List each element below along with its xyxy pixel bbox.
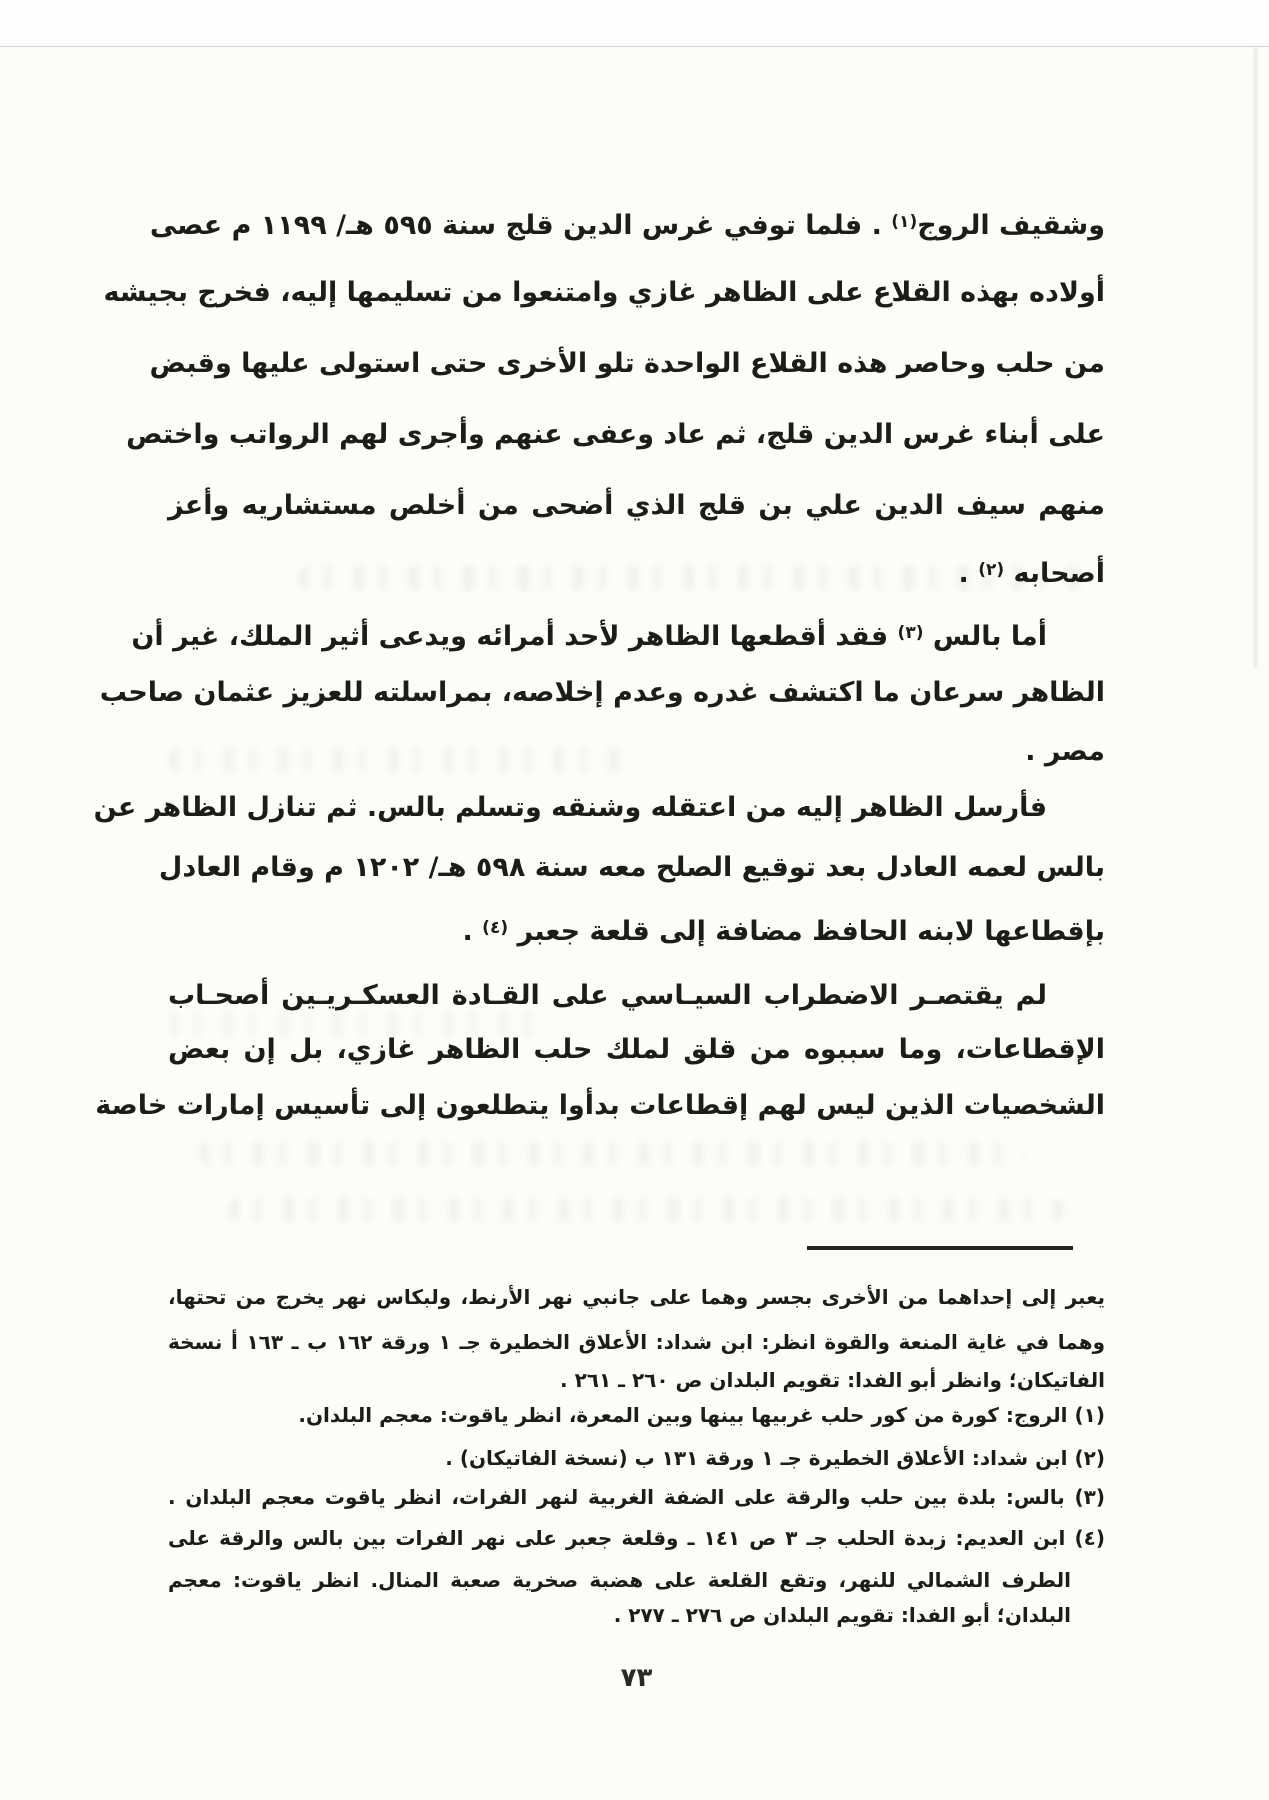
page-number: ٧٣	[620, 1663, 653, 1693]
footnote-ref: (٢)	[978, 560, 1005, 580]
line-text: أولاده بهذه القلاع على الظاهر غازي وامتنعوا من تسليمها إليه، فخرج بجيشه	[103, 277, 1105, 308]
footnote-separator	[807, 1246, 1073, 1250]
text-line	[126, 410, 1105, 460]
footnote-line	[168, 1440, 1105, 1476]
line-text: بإقطاعها لابنه الحافظ مضافة إلى قلعة جعبر	[508, 916, 1105, 947]
text-column	[93, 0, 1105, 1800]
scan-edge-shadow	[1254, 48, 1257, 668]
text-line	[168, 971, 1105, 1021]
text-line	[131, 608, 1105, 662]
text-line	[168, 481, 1105, 531]
footnote-text: (٤) ابن العديم: زبدة الحلب جـ ٣ ص ١٤١ ـ وقلعة جعبر على نهر الفرات بين بالس والرقة على	[168, 1526, 1105, 1550]
text-line	[168, 727, 1105, 777]
footnote-text: (١) الروج: كورة من كور حلب غربيها بينها وبين المعرة، انظر ياقوت: معجم البلدان.	[298, 1403, 1105, 1427]
bleedthrough-artifact	[198, 1142, 1025, 1166]
line-text: .	[958, 558, 979, 589]
text-line	[103, 268, 1105, 318]
line-text: على أبناء غرس الدين قلج، ثم عاد وعفى عنهم وأجرى لهم الرواتب واختص	[126, 419, 1105, 450]
text-line	[168, 903, 1105, 957]
line-text: فقد أقطعها الظاهر لأحد أمرائه ويدعى أثير الملك، غير أن	[131, 621, 898, 652]
footnote-text: الطرف الشمالي للنهر، وتقع القلعة على هضبة صخرية صعبة المنال. انظر ياقوت: معجم	[168, 1568, 1071, 1592]
footnote-line	[168, 1562, 1105, 1598]
line-text: الإقطاعات، وما سببوه من قلق لملك حلب الظاهر غازي، بل إن بعض	[168, 1034, 1105, 1065]
line-text: . فلما توفي غرس الدين قلج سنة ٥٩٥ هـ/ ١١٩٩ م عصى	[149, 210, 892, 241]
line-text: أصحابه	[1004, 558, 1105, 589]
footnote-line	[168, 1479, 1105, 1515]
footnote-line	[168, 1597, 1105, 1633]
line-text: بالس لعمه العادل بعد توقيع الصلح معه سنة ٥٩٨ هـ/ ١٢٠٢ م وقام العادل	[158, 852, 1105, 883]
line-text: أما بالس	[923, 621, 1047, 652]
footnote-text: (٣) بالس: بلدة بين حلب والرقة على الضفة الغربية لنهر الفرات، انظر ياقوت معجم البلدان .	[168, 1485, 1105, 1509]
line-text: لم يقتصـر الاضطراب السيـاسي على القـادة العسكـريـين أصحـاب	[168, 980, 1047, 1011]
text-line	[168, 545, 1105, 599]
text-line	[93, 783, 1105, 833]
text-line	[158, 843, 1105, 893]
bleedthrough-artifact	[228, 1198, 1065, 1222]
text-line	[149, 339, 1105, 389]
footnote-line	[168, 1362, 1105, 1398]
footnote-text: الفاتيكان؛ وانظر أبو الفدا: تقويم البلدان ص ٢٦٠ ـ ٢٦١ .	[560, 1368, 1105, 1392]
line-text: وشقيف الروج	[917, 210, 1105, 241]
text-line	[168, 1025, 1105, 1075]
line-text: من حلب وحاصر هذه القلاع الواحدة تلو الأخرى حتى استولى عليها وقبض	[149, 348, 1105, 379]
footnote-ref: (١)	[891, 212, 918, 232]
footnote-text: يعبر إلى إحداهما من الأخرى بجسر وهما على جانبي نهر الأرنط، ولبكاس نهر يخرج من تحتها،	[168, 1285, 1105, 1309]
footnote-text: وهما في غاية المنعة والقوة انظر: ابن شداد: الأعلاق الخطيرة جـ ١ ورقة ١٦٢ ب ـ ١٦٣ أ نسخة	[168, 1330, 1105, 1354]
line-text: منهم سيف الدين علي بن قلج الذي أضحى من أخلص مستشاريه وأعز	[168, 490, 1105, 521]
footnote-ref: (٣)	[897, 623, 924, 643]
text-line	[99, 668, 1105, 718]
footnote-line	[168, 1324, 1105, 1360]
line-text: الشخصيات الذين ليس لهم إقطاعات بدأوا يتطلعون إلى تأسيس إمارات خاصة	[95, 1090, 1105, 1121]
line-text: فأرسل الظاهر إليه من اعتقله وشنقه وتسلم بالس. ثم تنازل الظاهر عن	[93, 792, 1047, 823]
footnote-text: البلدان؛ أبو الفدا: تقويم البلدان ص ٢٧٦ ـ ٢٧٧ .	[613, 1603, 1071, 1627]
footnote-ref: (٤)	[482, 918, 509, 938]
footnote-text: (٢) ابن شداد: الأعلاق الخطيرة جـ ١ ورقة ١٣١ ب (نسخة الفاتيكان) .	[445, 1446, 1105, 1470]
footnote-line	[168, 1520, 1105, 1556]
footnote-line	[168, 1279, 1105, 1315]
line-text: الظاهر سرعان ما اكتشف غدره وعدم إخلاصه، بمراسلته للعزيز عثمان صاحب	[99, 677, 1105, 708]
text-line	[95, 1081, 1105, 1131]
line-text: .	[462, 916, 483, 947]
text-line	[149, 197, 1105, 251]
footnote-line	[168, 1397, 1105, 1433]
line-text: مصر .	[1025, 736, 1105, 767]
